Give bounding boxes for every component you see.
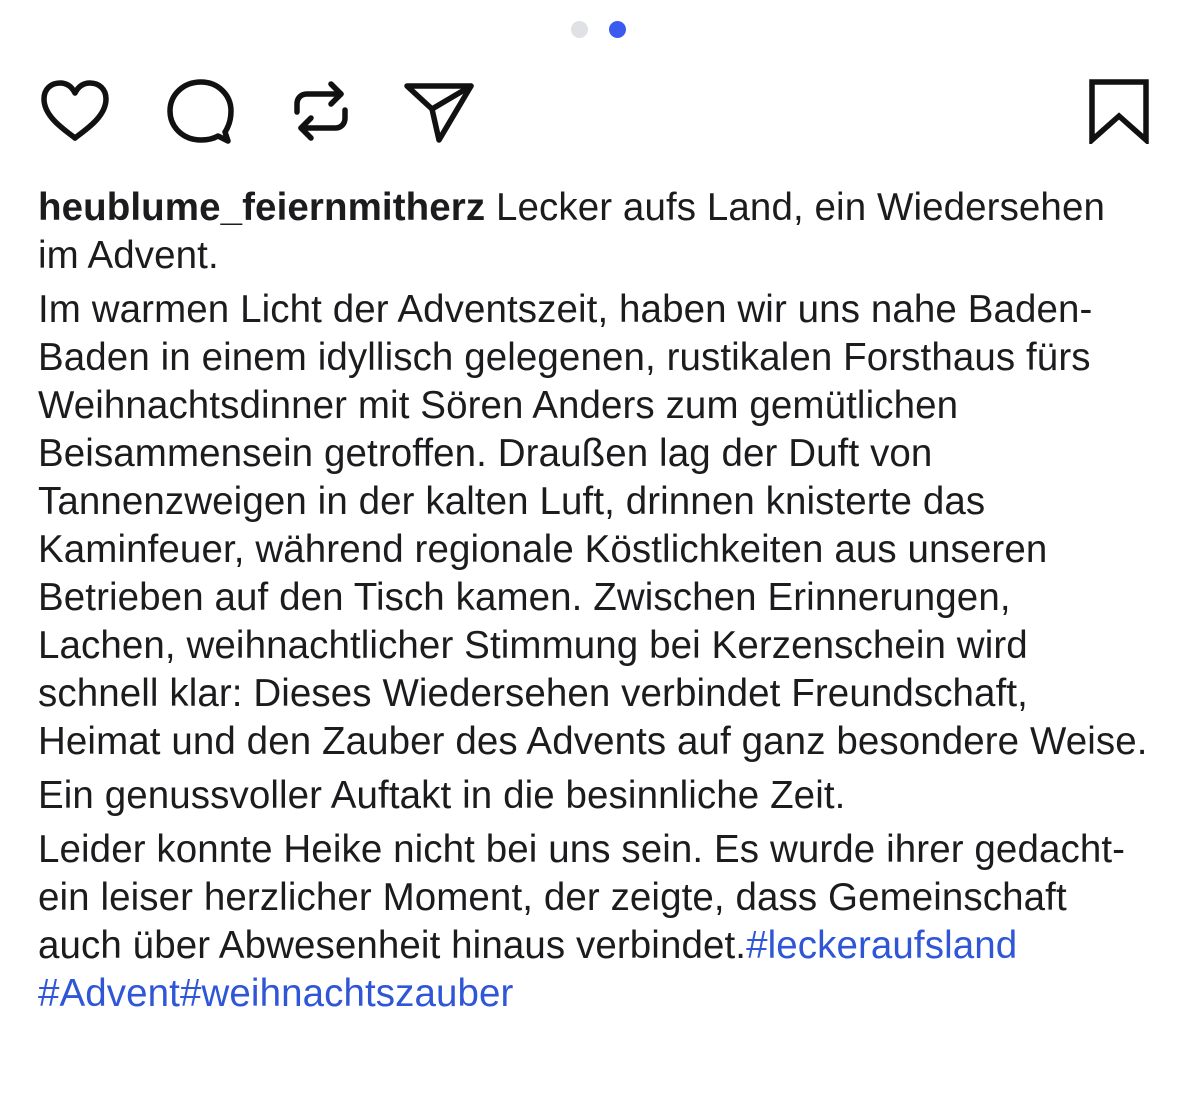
hashtag-link[interactable]: #weihnachtszauber [179,972,514,1015]
repost-arrows-icon [284,78,358,144]
carousel-indicator [9,21,1178,38]
save-button[interactable] [1082,78,1156,144]
post-action-bar [38,78,1156,144]
caption-paragraph-last [38,826,1148,1018]
share-button[interactable] [402,78,476,144]
post-caption [38,184,1148,1024]
hashtag-link[interactable]: #Advent [38,972,180,1015]
caption-title [38,184,1148,280]
heart-icon [38,78,112,144]
repost-button[interactable] [284,78,358,144]
comment-button[interactable] [162,78,236,144]
caption-paragraph: Ein genussvoller Auftakt in die besinnliche Zeit. [38,774,846,817]
bookmark-icon [1082,78,1156,144]
author-username[interactable]: heublume_feiernmitherz [38,186,486,229]
caption-paragraph: Im warmen Licht der Adventszeit, haben wir uns nahe Baden-Baden in einem idyllisch gelegenen, rustikalen Forsthaus fürs Weihnachtsdinner mit Sören Anders zum gemütlichen Beisammensein getroffen. Draußen lag der Duft von Tannenzweigen in der kalten Luft, drinnen knisterte das Kaminfeuer, während regionale Köstlichkeiten aus unseren Betrieben auf den Tisch kamen. Zwischen Erinnerungen, Lachen, weihnachtlicher Stimmung bei Kerzenschein wird schnell klar: Dieses Wiedersehen verbindet Freundschaft, Heimat und den Zauber des Advents auf ganz besondere Weise. [38,288,1148,763]
carousel-dot-active[interactable] [609,21,626,38]
carousel-dot[interactable] [571,21,588,38]
speech-bubble-icon [162,78,236,144]
like-button[interactable] [38,78,112,144]
paper-plane-icon [402,78,476,144]
caption-paragraph-text: Leider konnte Heike nicht bei uns sein. Es wurde ihrer gedacht- ein leiser herzlicher Moment, der zeigte, dass Gemeinschaft auch über Abwesenheit hinaus verbindet. [38,828,1126,967]
hashtag-link[interactable]: #leckeraufsland [746,924,1018,967]
caption-title-text: Lecker aufs Land, ein Wiedersehen im Advent. [38,186,1105,277]
